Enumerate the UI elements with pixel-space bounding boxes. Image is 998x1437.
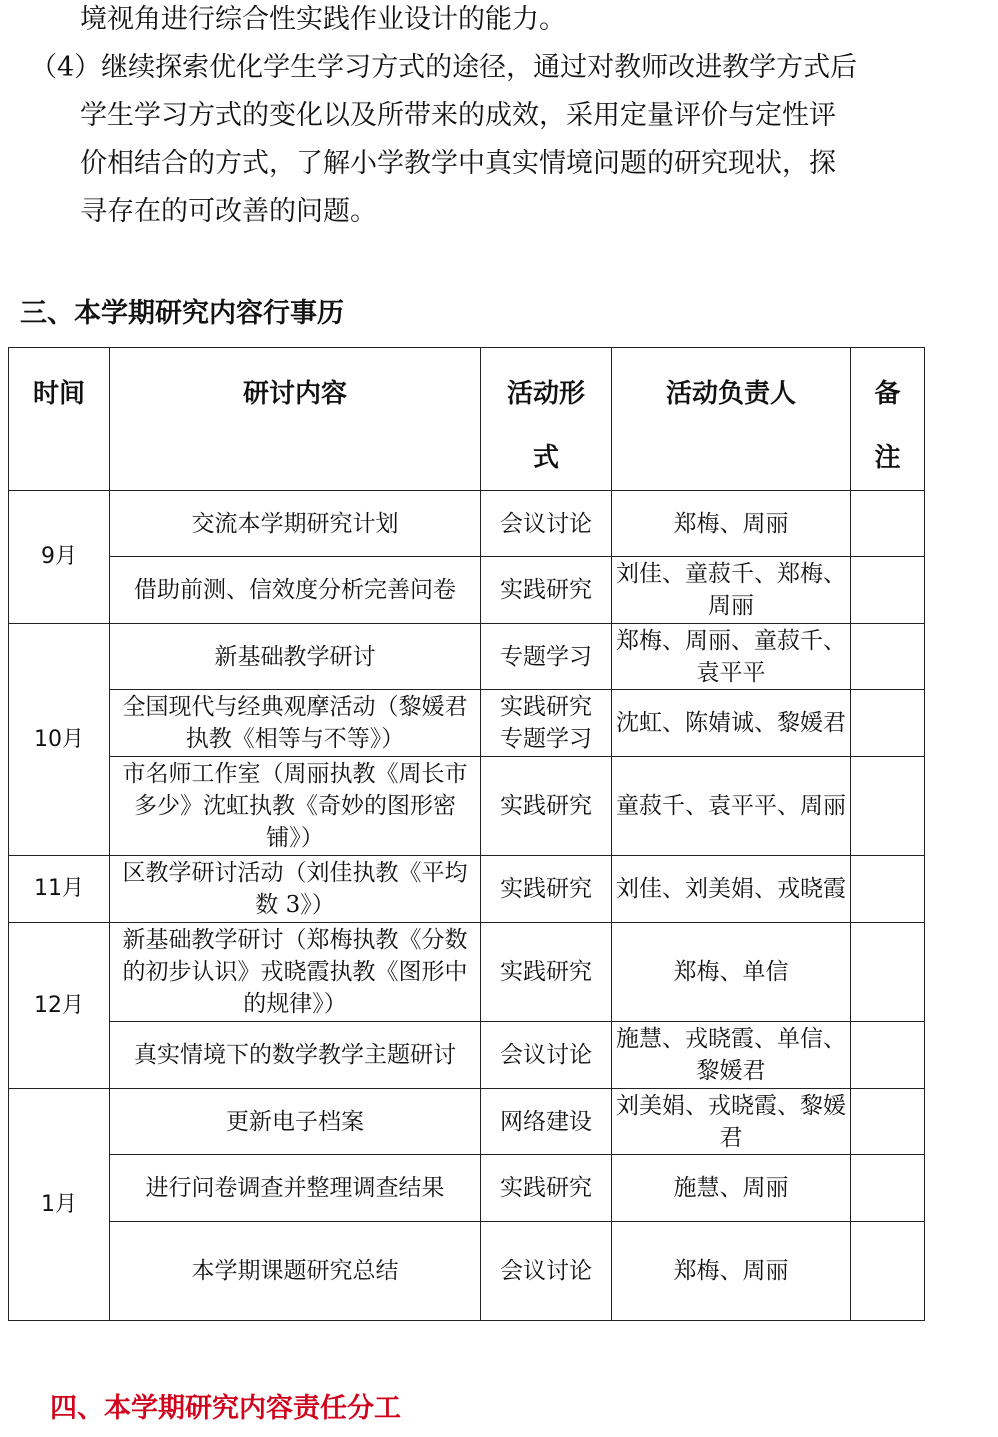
note-cell xyxy=(851,557,925,624)
form-cell: 实践研究 xyxy=(481,557,612,624)
owner-cell: 刘佳、刘美娟、戎晓霞 xyxy=(612,856,851,923)
table-row xyxy=(9,757,925,856)
header-owner: 活动负责人 xyxy=(612,348,851,491)
table-row xyxy=(9,1155,925,1222)
note-cell xyxy=(851,690,925,757)
table-row xyxy=(9,690,925,757)
owner-cell: 施慧、戎晓霞、单信、黎媛君 xyxy=(612,1022,851,1089)
content-cell: 新基础教学研讨 xyxy=(110,624,481,690)
owner-cell: 郑梅、单信 xyxy=(612,923,851,1022)
schedule-table xyxy=(8,347,925,1321)
note-cell xyxy=(851,757,925,856)
table-row xyxy=(9,1089,925,1155)
owner-cell: 沈虹、陈婧诚、黎媛君 xyxy=(612,690,851,757)
table-row xyxy=(9,624,925,690)
table-header-row xyxy=(9,348,925,491)
owner-cell: 童菽千、袁平平、周丽 xyxy=(612,757,851,856)
form-cell: 网络建设 xyxy=(481,1089,612,1155)
note-cell xyxy=(851,856,925,923)
owner-cell: 郑梅、周丽 xyxy=(612,491,851,557)
month-cell: 10月 xyxy=(9,624,110,856)
form-cell: 会议讨论 xyxy=(481,1022,612,1089)
table-row xyxy=(9,923,925,1022)
intro-line-4: 价相结合的方式，了解小学教学中真实情境问题的研究现状，探 xyxy=(80,148,836,179)
month-cell: 12月 xyxy=(9,923,110,1089)
intro-line-2: （4）继续探索优化学生学习方式的途径，通过对教师改进教学方式后 xyxy=(30,52,858,83)
table-row xyxy=(9,557,925,624)
note-cell xyxy=(851,1222,925,1321)
intro-line-3: 学生学习方式的变化以及所带来的成效，采用定量评价与定性评 xyxy=(80,100,836,131)
month-cell: 1月 xyxy=(9,1089,110,1321)
intro-line-5: 寻存在的可改善的问题。 xyxy=(80,196,377,227)
form-cell: 实践研究 xyxy=(481,856,612,923)
header-form: 活动形式 xyxy=(481,348,612,491)
form-cell: 会议讨论 xyxy=(481,1222,612,1321)
note-cell xyxy=(851,624,925,690)
owner-cell: 刘佳、童菽千、郑梅、周丽 xyxy=(612,557,851,624)
form-cell: 实践研究 xyxy=(481,1155,612,1222)
owner-cell: 郑梅、周丽 xyxy=(612,1222,851,1321)
form-cell: 会议讨论 xyxy=(481,491,612,557)
content-cell: 区教学研讨活动（刘佳执教《平均数 3》） xyxy=(110,856,481,923)
header-content: 研讨内容 xyxy=(110,348,481,491)
content-cell: 进行问卷调查并整理调查结果 xyxy=(110,1155,481,1222)
table-row xyxy=(9,856,925,923)
table-row xyxy=(9,1222,925,1321)
content-cell: 交流本学期研究计划 xyxy=(110,491,481,557)
owner-cell: 刘美娟、戎晓霞、黎媛君 xyxy=(612,1089,851,1155)
note-cell xyxy=(851,923,925,1022)
note-cell xyxy=(851,1022,925,1089)
content-cell: 市名师工作室（周丽执教《周长市多少》沈虹执教《奇妙的图形密铺》） xyxy=(110,757,481,856)
table-row xyxy=(9,491,925,557)
form-cell: 实践研究 xyxy=(481,923,612,1022)
section-3-title: 三、本学期研究内容行事历 xyxy=(20,298,344,329)
note-cell xyxy=(851,1155,925,1222)
header-time: 时间 xyxy=(9,348,110,491)
owner-cell: 郑梅、周丽、童菽千、袁平平 xyxy=(612,624,851,690)
form-cell: 专题学习 xyxy=(481,624,612,690)
month-cell: 11月 xyxy=(9,856,110,923)
content-cell: 真实情境下的数学教学主题研讨 xyxy=(110,1022,481,1089)
content-cell: 更新电子档案 xyxy=(110,1089,481,1155)
table-row xyxy=(9,1022,925,1089)
header-note: 备注 xyxy=(851,348,925,491)
content-cell: 全国现代与经典观摩活动（黎媛君执教《相等与不等》） xyxy=(110,690,481,757)
form-cell: 实践研究专题学习 xyxy=(481,690,612,757)
content-cell: 借助前测、信效度分析完善问卷 xyxy=(110,557,481,624)
month-cell: 9月 xyxy=(9,491,110,624)
content-cell: 本学期课题研究总结 xyxy=(110,1222,481,1321)
owner-cell: 施慧、周丽 xyxy=(612,1155,851,1222)
form-cell: 实践研究 xyxy=(481,757,612,856)
content-cell: 新基础教学研讨（郑梅执教《分数的初步认识》戎晓霞执教《图形中的规律》） xyxy=(110,923,481,1022)
note-cell xyxy=(851,491,925,557)
note-cell xyxy=(851,1089,925,1155)
intro-line-1: 境视角进行综合性实践作业设计的能力。 xyxy=(80,4,566,35)
section-4-title: 四、本学期研究内容责任分工 xyxy=(50,1393,401,1424)
